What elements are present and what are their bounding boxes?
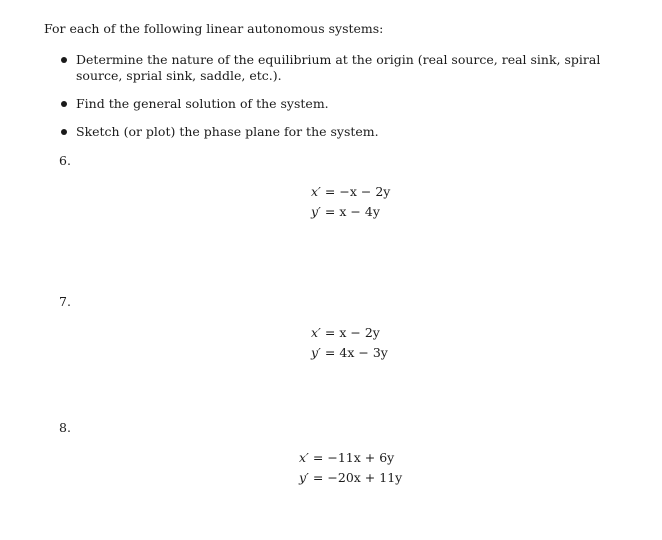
bullet-icon (61, 101, 67, 107)
equation-lhs: x′ (311, 325, 321, 340)
equation-sign: = (324, 345, 336, 360)
equation-rhs: x − 4y (339, 204, 380, 219)
problem-number-7: 7. (59, 294, 71, 309)
equation-lhs: x′ (299, 450, 309, 465)
equation-x (311, 323, 388, 343)
equation-sign: = (312, 450, 324, 465)
equation-lhs: y′ (311, 204, 321, 219)
equation-lhs: y′ (299, 470, 309, 485)
instruction-text: Determine the nature of the equilibrium at the origin (real source, real sink, spiral source, sprial sink, saddle, etc.). (76, 52, 601, 83)
equation-x (299, 448, 402, 468)
equation-sign: = (312, 470, 324, 485)
equation-sign: = (324, 325, 336, 340)
instruction-item-solution (60, 96, 620, 112)
problem-number-6: 6. (59, 153, 71, 168)
equation-y (311, 202, 390, 222)
bullet-icon (61, 57, 67, 63)
equation-y (299, 468, 402, 488)
instruction-text: Sketch (or plot) the phase plane for the system. (76, 124, 379, 139)
instruction-text: Find the general solution of the system. (76, 96, 329, 111)
instruction-item-phase-plane (60, 124, 620, 140)
equation-rhs: x − 2y (339, 325, 380, 340)
problem-number-8: 8. (59, 420, 71, 435)
equation-rhs: −x − 2y (339, 184, 391, 199)
equation-rhs: 4x − 3y (339, 345, 388, 360)
equation-sign: = (324, 204, 336, 219)
instruction-list (60, 52, 620, 152)
equation-rhs: −11x + 6y (327, 450, 395, 465)
equation-system-8 (299, 448, 402, 488)
equation-x (311, 182, 390, 202)
equation-rhs: −20x + 11y (327, 470, 403, 485)
intro-text: For each of the following linear autonomous systems: (44, 21, 384, 36)
equation-system-7 (311, 323, 388, 363)
instruction-item-nature (60, 52, 620, 84)
equation-y (311, 343, 388, 363)
equation-sign: = (324, 184, 336, 199)
bullet-icon (61, 129, 67, 135)
equation-lhs: x′ (311, 184, 321, 199)
equation-lhs: y′ (311, 345, 321, 360)
equation-system-6 (311, 182, 390, 222)
